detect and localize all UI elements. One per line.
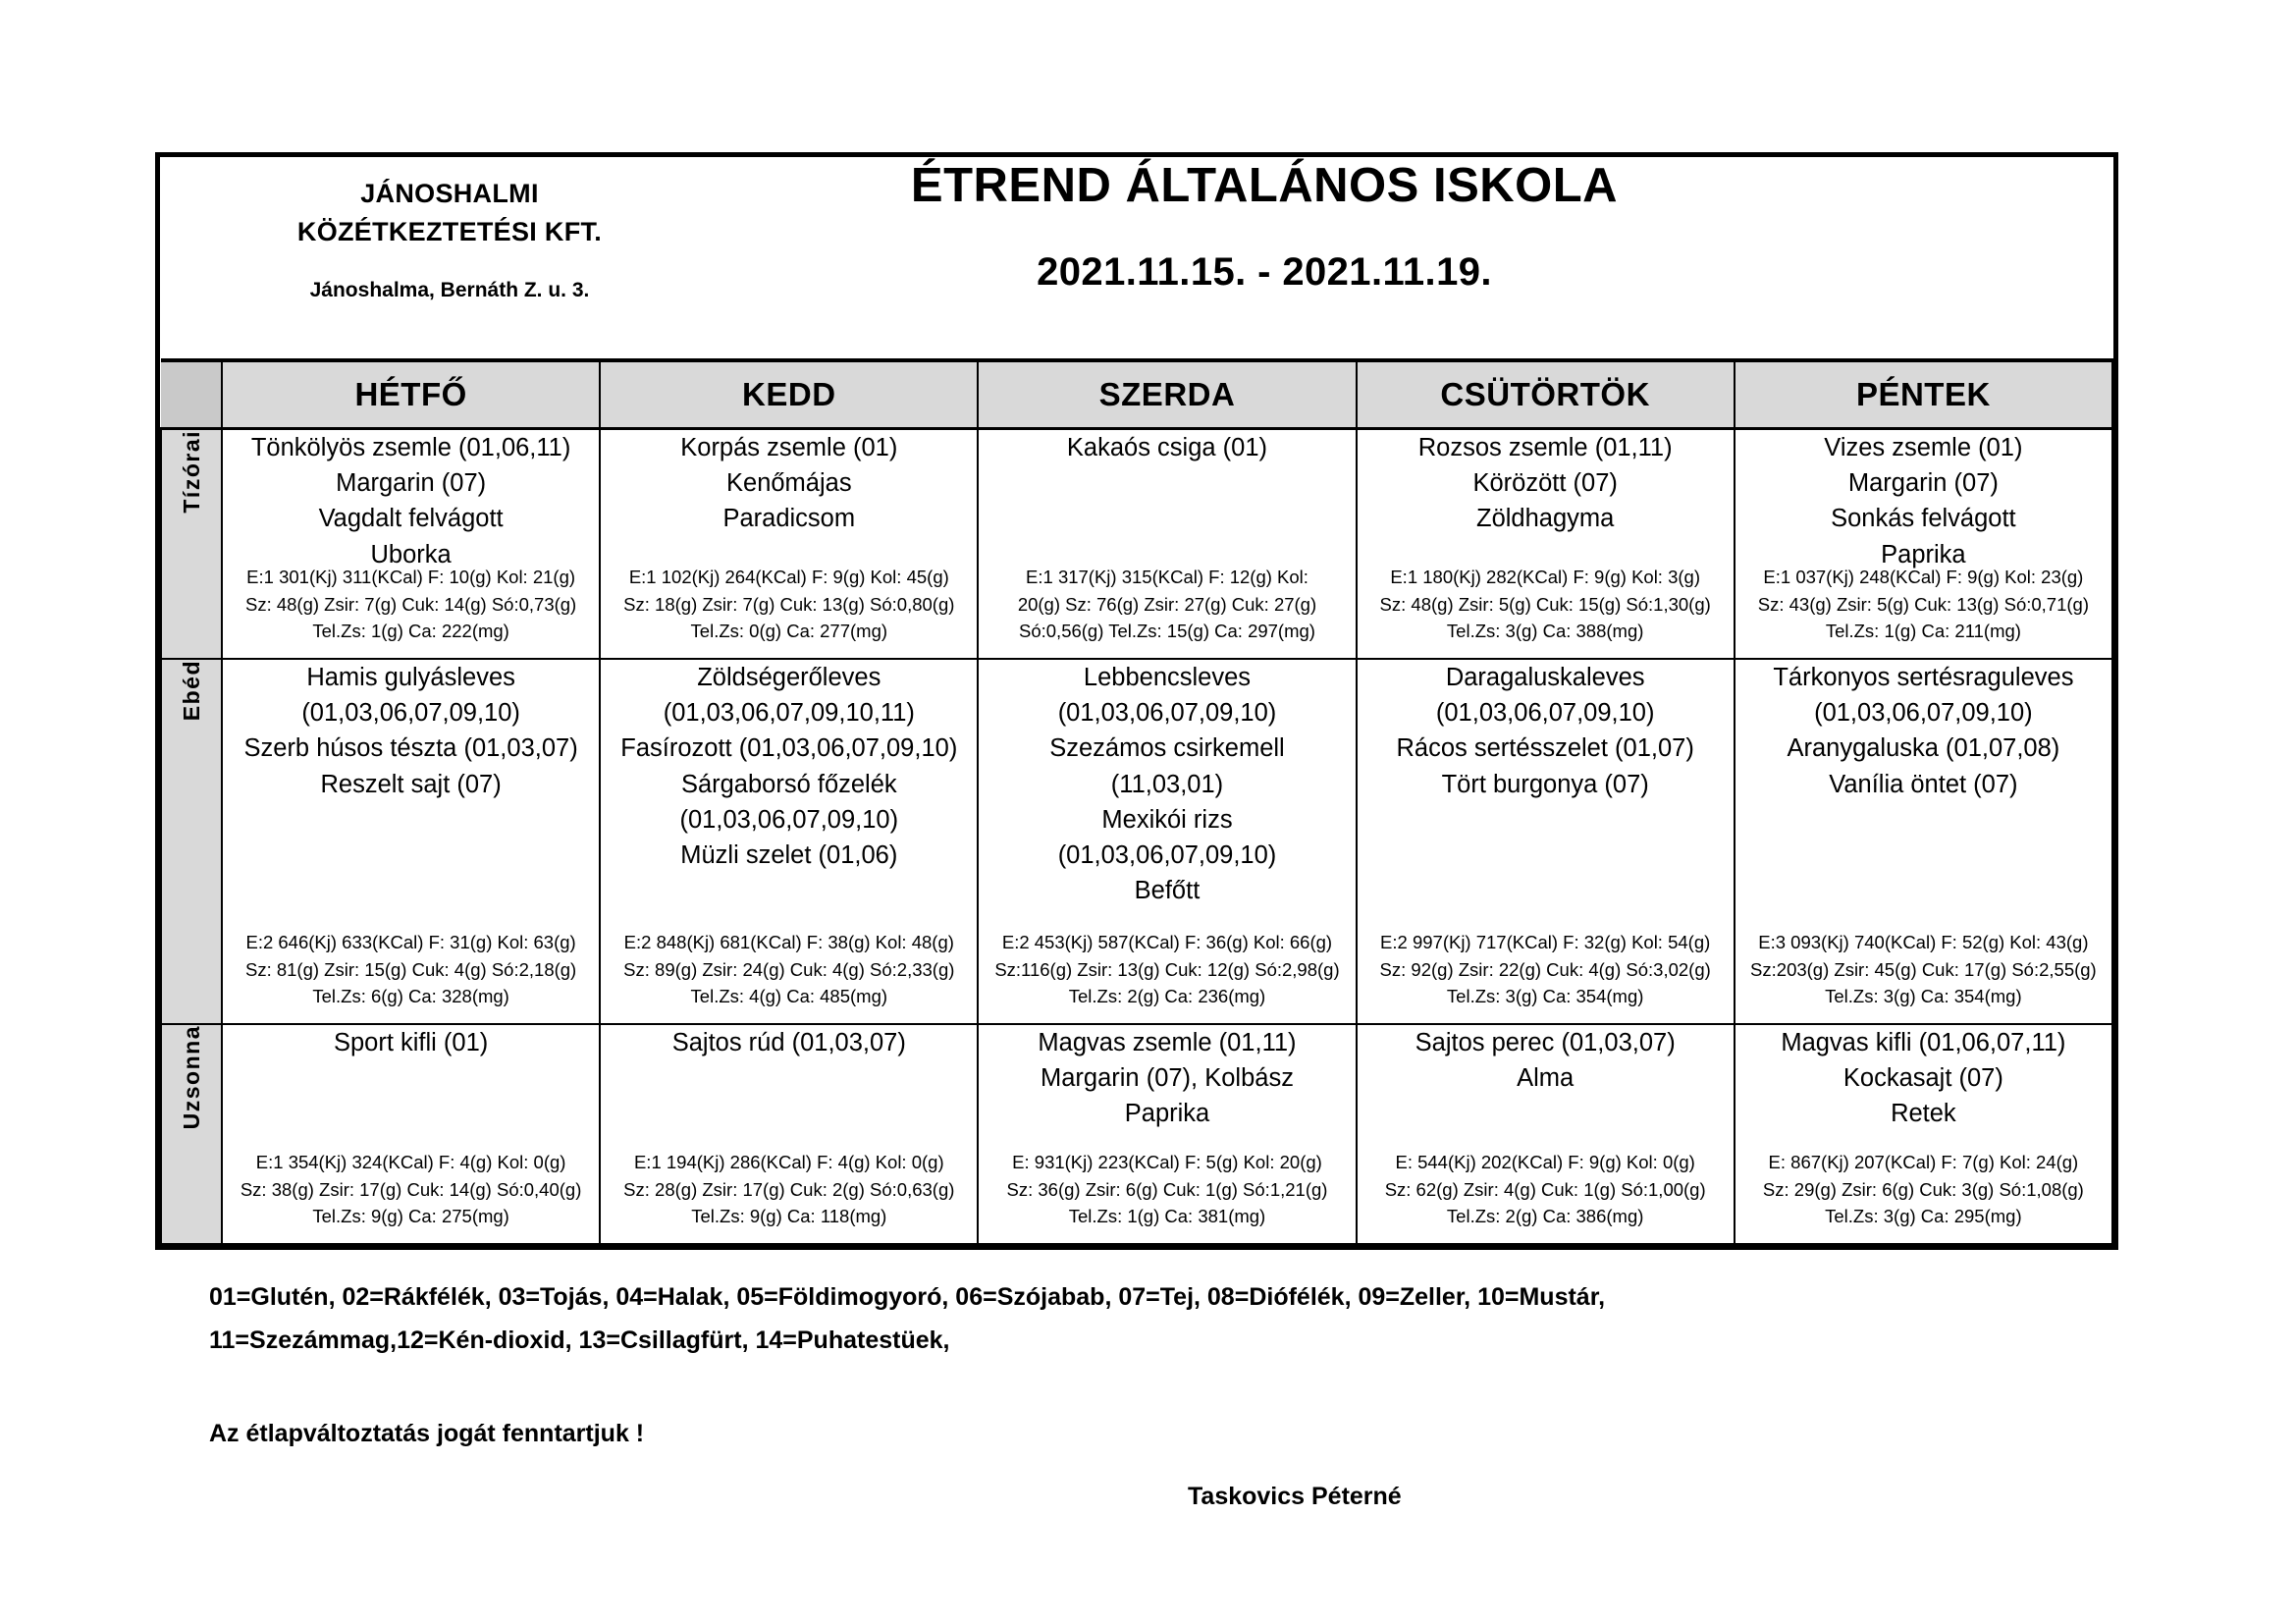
nutrition-info: [983, 929, 1351, 1009]
allergen-legend-line1: 01=Glutén, 02=Rákfélék, 03=Tojás, 04=Halak, 05=Földimogyoró, 06=Szójabab, 07=Tej, 08=Diófélék, 09=Zeller, 10=Mustár,: [209, 1283, 1606, 1311]
nutrition-line: E:1 037(Kj) 248(KCal) F: 9(g) Kol: 23(g): [1763, 567, 2084, 588]
table-corner-cell: [161, 360, 222, 429]
cell-uzsonna-wednesday: [978, 1024, 1356, 1244]
dish-line: Alma: [1517, 1064, 1575, 1093]
cell-uzsonna-thursday: [1357, 1024, 1735, 1244]
meal-row-ebed: [161, 659, 2112, 1024]
nutrition-info: [1362, 929, 1730, 1009]
dish-line: Uborka: [370, 540, 452, 568]
nutrition-info: [1739, 1149, 2108, 1229]
dish-line: Margarin (07), Kolbász: [1041, 1064, 1294, 1093]
dish-line: Magvas kifli (01,06,07,11): [1781, 1029, 2066, 1056]
page-title: ÉTREND ÁLTALÁNOS ISKOLA: [910, 159, 1619, 212]
dish-list: [979, 1025, 1355, 1132]
dish-list: [1735, 430, 2111, 572]
day-header-wednesday: SZERDA: [978, 360, 1356, 429]
nutrition-line: Tel.Zs: 9(g) Ca: 275(mg): [312, 1205, 509, 1226]
dish-line: Paprika: [1124, 1100, 1210, 1128]
dish-line: Margarin (07): [1847, 469, 1999, 498]
dish-line: Paprika: [1881, 540, 1966, 568]
cell-tizorai-friday: [1735, 429, 2112, 660]
cell-ebed-wednesday: [978, 659, 1356, 1024]
nutrition-line: Tel.Zs: 0(g) Ca: 277(mg): [690, 620, 888, 641]
nutrition-line: Tel.Zs: 1(g) Ca: 222(mg): [312, 620, 509, 641]
nutrition-info: [1362, 564, 1730, 644]
nutrition-info: [1739, 564, 2108, 644]
dish-line: Magvas zsemle (01,11): [1038, 1029, 1297, 1056]
day-header-thursday: CSÜTÖRTÖK: [1357, 360, 1735, 429]
nutrition-line: Sz: 43(g) Zsir: 5(g) Cuk: 13(g) Só:0,71(g): [1757, 593, 2089, 615]
header-spacer-cell: [161, 157, 2112, 360]
dish-line: Tárkonyos sertésraguleves: [1773, 664, 2074, 691]
nutrition-line: Tel.Zs: 9(g) Ca: 118(mg): [691, 1205, 887, 1226]
dish-line: (01,03,06,07,09,10,11): [663, 699, 915, 728]
dish-line: Margarin (07): [336, 469, 487, 498]
dish-list: [601, 660, 977, 873]
meal-label-ebed: [161, 659, 222, 1024]
nutrition-line: Tel.Zs: 3(g) Ca: 354(mg): [1825, 985, 2022, 1006]
dish-line: Lebbencsleves: [1083, 664, 1252, 691]
nutrition-line: E:1 180(Kj) 282(KCal) F: 9(g) Kol: 3(g): [1390, 567, 1700, 588]
nutrition-line: E:1 301(Kj) 311(KCal) F: 10(g) Kol: 21(g): [246, 567, 576, 588]
nutrition-line: Sz: 81(g) Zsir: 15(g) Cuk: 4(g) Só:2,18(g): [244, 958, 577, 980]
cell-uzsonna-monday: [222, 1024, 600, 1244]
menu-table-container: [155, 152, 2118, 1250]
dish-line: Kockasajt (07): [1842, 1064, 2003, 1093]
company-name-line1: JÁNOSHALMI: [360, 179, 539, 208]
dish-list: [601, 1025, 977, 1060]
nutrition-info: [227, 564, 595, 644]
dish-line: Vizes zsemle (01): [1824, 434, 2023, 461]
meal-label-ebed-text: Ebéd: [178, 660, 204, 722]
nutrition-line: Sz: 89(g) Zsir: 24(g) Cuk: 4(g) Só:2,33(g): [623, 958, 955, 980]
dish-list: [1358, 1025, 1734, 1096]
nutrition-info: [605, 1149, 973, 1229]
nutrition-line: Sz: 28(g) Zsir: 17(g) Cuk: 2(g) Só:0,63(g): [623, 1178, 955, 1200]
header-spacer-row: [161, 157, 2112, 360]
nutrition-line: E:2 646(Kj) 633(KCal) F: 31(g) Kol: 63(g): [245, 932, 576, 953]
dish-list: [223, 660, 599, 802]
dish-list: [1735, 660, 2111, 802]
dish-line: (01,03,06,07,09,10): [301, 699, 520, 728]
dish-line: Fasírozott (01,03,06,07,09,10): [620, 734, 958, 763]
nutrition-info: [1739, 929, 2108, 1009]
dish-line: Szerb húsos tészta (01,03,07): [243, 734, 578, 763]
nutrition-info: [227, 929, 595, 1009]
nutrition-info: [1362, 1149, 1730, 1229]
dish-line: (01,03,06,07,09,10): [679, 805, 899, 834]
dish-list: [979, 660, 1355, 908]
menu-change-disclaimer: Az étlapváltoztatás jogát fenntartjuk !: [209, 1419, 645, 1447]
cell-tizorai-thursday: [1357, 429, 1735, 660]
dish-line: Zöldhagyma: [1476, 505, 1615, 533]
dish-line: Sárgaborsó főzelék: [680, 770, 897, 798]
dish-line: Hamis gulyásleves: [306, 664, 515, 691]
nutrition-line: E:1 194(Kj) 286(KCal) F: 4(g) Kol: 0(g): [633, 1152, 944, 1173]
meal-label-tizorai-text: Tízórai: [178, 430, 204, 514]
dish-line: Sonkás felvágott: [1831, 505, 2016, 533]
nutrition-line: Sz: 62(g) Zsir: 4(g) Cuk: 1(g) Só:1,00(g): [1384, 1178, 1706, 1200]
meal-label-uzsonna: [161, 1024, 222, 1244]
nutrition-line: Tel.Zs: 2(g) Ca: 236(mg): [1068, 985, 1266, 1006]
cell-tizorai-monday: [222, 429, 600, 660]
cell-uzsonna-friday: [1735, 1024, 2112, 1244]
nutrition-line: E:1 317(Kj) 315(KCal) F: 12(g) Kol:: [1026, 567, 1308, 588]
company-name-line2: KÖZÉTKEZTETÉSI KFT.: [296, 217, 603, 247]
meal-row-uzsonna: [161, 1024, 2112, 1244]
dish-line: Sajtos rúd (01,03,07): [671, 1029, 906, 1056]
day-header-friday: PÉNTEK: [1735, 360, 2112, 429]
dish-line: (11,03,01): [1110, 770, 1224, 798]
cell-ebed-friday: [1735, 659, 2112, 1024]
dish-line: Rozsos zsemle (01,11): [1417, 434, 1673, 461]
dish-line: (01,03,06,07,09,10): [1057, 699, 1277, 728]
day-header-tuesday: KEDD: [600, 360, 978, 429]
meal-label-tizorai: [161, 429, 222, 660]
nutrition-line: Sz: 29(g) Zsir: 6(g) Cuk: 3(g) Só:1,08(g): [1762, 1178, 2084, 1200]
nutrition-line: E:3 093(Kj) 740(KCal) F: 52(g) Kol: 43(g): [1758, 932, 2089, 953]
nutrition-line: E: 544(Kj) 202(KCal) F: 9(g) Kol: 0(g): [1395, 1152, 1695, 1173]
nutrition-line: E: 931(Kj) 223(KCal) F: 5(g) Kol: 20(g): [1012, 1152, 1322, 1173]
dish-line: (01,03,06,07,09,10): [1435, 699, 1655, 728]
nutrition-line: Sz:116(g) Zsir: 13(g) Cuk: 12(g) Só:2,98(g): [994, 958, 1340, 980]
dish-line: Daragaluskaleves: [1445, 664, 1645, 691]
nutrition-line: Tel.Zs: 3(g) Ca: 295(mg): [1825, 1205, 2022, 1226]
dish-line: Sajtos perec (01,03,07): [1415, 1029, 1676, 1056]
nutrition-line: E:1 354(Kj) 324(KCal) F: 4(g) Kol: 0(g): [255, 1152, 566, 1173]
allergen-legend-line2: 11=Szezámmag,12=Kén-dioxid, 13=Csillagfürt, 14=Puhatestüek,: [209, 1326, 950, 1354]
company-address: Jánoshalma, Bernáth Z. u. 3.: [309, 279, 590, 302]
dish-line: Vanília öntet (07): [1829, 770, 2018, 798]
meal-row-tizorai: [161, 429, 2112, 660]
cell-tizorai-tuesday: [600, 429, 978, 660]
nutrition-info: [605, 564, 973, 644]
cell-uzsonna-tuesday: [600, 1024, 978, 1244]
signature-name: Taskovics Péterné: [1188, 1483, 1402, 1510]
nutrition-line: Tel.Zs: 4(g) Ca: 485(mg): [690, 985, 888, 1006]
nutrition-info: [983, 1149, 1351, 1229]
dish-list: [223, 1025, 599, 1060]
nutrition-info: [605, 929, 973, 1009]
day-header-monday: HÉTFŐ: [222, 360, 600, 429]
menu-table: [160, 157, 2113, 1245]
nutrition-line: Tel.Zs: 2(g) Ca: 386(mg): [1446, 1205, 1644, 1226]
day-header-row: [161, 360, 2112, 429]
nutrition-line: Tel.Zs: 3(g) Ca: 354(mg): [1446, 985, 1644, 1006]
dish-list: [1358, 430, 1734, 537]
dish-line: Kenőmájas: [726, 469, 852, 498]
dish-list: [1735, 1025, 2111, 1132]
dish-list: [223, 430, 599, 572]
nutrition-line: 20(g) Sz: 76(g) Zsir: 27(g) Cuk: 27(g): [1017, 593, 1317, 615]
dish-line: Zöldségerőleves: [697, 664, 881, 691]
dish-line: Kakaós csiga (01): [1066, 434, 1268, 461]
dish-line: Szezámos csirkemell: [1049, 734, 1285, 763]
dish-line: Rácos sertésszelet (01,07): [1396, 734, 1694, 763]
dish-line: Sport kifli (01): [333, 1029, 489, 1056]
cell-ebed-monday: [222, 659, 600, 1024]
cell-ebed-thursday: [1357, 659, 1735, 1024]
nutrition-line: Sz: 36(g) Zsir: 6(g) Cuk: 1(g) Só:1,21(g): [1006, 1178, 1328, 1200]
nutrition-line: Sz:203(g) Zsir: 45(g) Cuk: 17(g) Só:2,55(g): [1750, 958, 2097, 980]
dish-line: Reszelt sajt (07): [320, 770, 502, 798]
dish-line: Müzli szelet (01,06): [680, 841, 898, 870]
dish-line: Mexikói rizs: [1101, 805, 1233, 834]
dish-list: [979, 430, 1355, 465]
dish-line: Aranygaluska (01,07,08): [1787, 734, 2060, 763]
dish-line: Retek: [1891, 1100, 1956, 1128]
dish-line: (01,03,06,07,09,10): [1814, 699, 2033, 728]
dish-line: Paradicsom: [722, 505, 856, 533]
nutrition-line: E:2 848(Kj) 681(KCal) F: 38(g) Kol: 48(g): [623, 932, 954, 953]
dish-line: Befőtt: [1134, 877, 1201, 905]
nutrition-line: Sz: 38(g) Zsir: 17(g) Cuk: 14(g) Só:0,40(g): [240, 1178, 582, 1200]
nutrition-line: Tel.Zs: 1(g) Ca: 381(mg): [1068, 1205, 1266, 1226]
date-range: 2021.11.15. - 2021.11.19.: [1037, 249, 1492, 294]
cell-ebed-tuesday: [600, 659, 978, 1024]
nutrition-line: Sz: 48(g) Zsir: 7(g) Cuk: 14(g) Só:0,73(g): [244, 593, 577, 615]
nutrition-line: Sz: 48(g) Zsir: 5(g) Cuk: 15(g) Só:1,30(g): [1379, 593, 1711, 615]
nutrition-line: E: 867(Kj) 207(KCal) F: 7(g) Kol: 24(g): [1768, 1152, 2079, 1173]
nutrition-line: E:2 997(Kj) 717(KCal) F: 32(g) Kol: 54(g): [1380, 932, 1711, 953]
dish-line: Körözött (07): [1472, 469, 1618, 498]
nutrition-line: E:1 102(Kj) 264(KCal) F: 9(g) Kol: 45(g): [628, 567, 949, 588]
dish-list: [601, 430, 977, 537]
dish-line: Tört burgonya (07): [1441, 770, 1649, 798]
dish-line: Korpás zsemle (01): [680, 434, 898, 461]
nutrition-line: Só:0,56(g) Tel.Zs: 15(g) Ca: 297(mg): [1019, 620, 1315, 641]
dish-line: Tönkölyös zsemle (01,06,11): [250, 434, 571, 461]
nutrition-line: Sz: 92(g) Zsir: 22(g) Cuk: 4(g) Só:3,02(g): [1379, 958, 1711, 980]
meal-label-uzsonna-text: Uzsonna: [178, 1025, 204, 1130]
nutrition-line: Tel.Zs: 6(g) Ca: 328(mg): [312, 985, 509, 1006]
nutrition-info: [983, 564, 1351, 644]
nutrition-line: Tel.Zs: 3(g) Ca: 388(mg): [1446, 620, 1644, 641]
nutrition-line: Tel.Zs: 1(g) Ca: 211(mg): [1825, 620, 2021, 641]
dish-line: Vagdalt felvágott: [318, 505, 504, 533]
dish-line: (01,03,06,07,09,10): [1057, 841, 1277, 870]
nutrition-line: E:2 453(Kj) 587(KCal) F: 36(g) Kol: 66(g): [1001, 932, 1333, 953]
dish-list: [1358, 660, 1734, 802]
nutrition-line: Sz: 18(g) Zsir: 7(g) Cuk: 13(g) Só:0,80(g): [623, 593, 955, 615]
cell-tizorai-wednesday: [978, 429, 1356, 660]
document-footer: [209, 1276, 2123, 1448]
nutrition-info: [227, 1149, 595, 1229]
